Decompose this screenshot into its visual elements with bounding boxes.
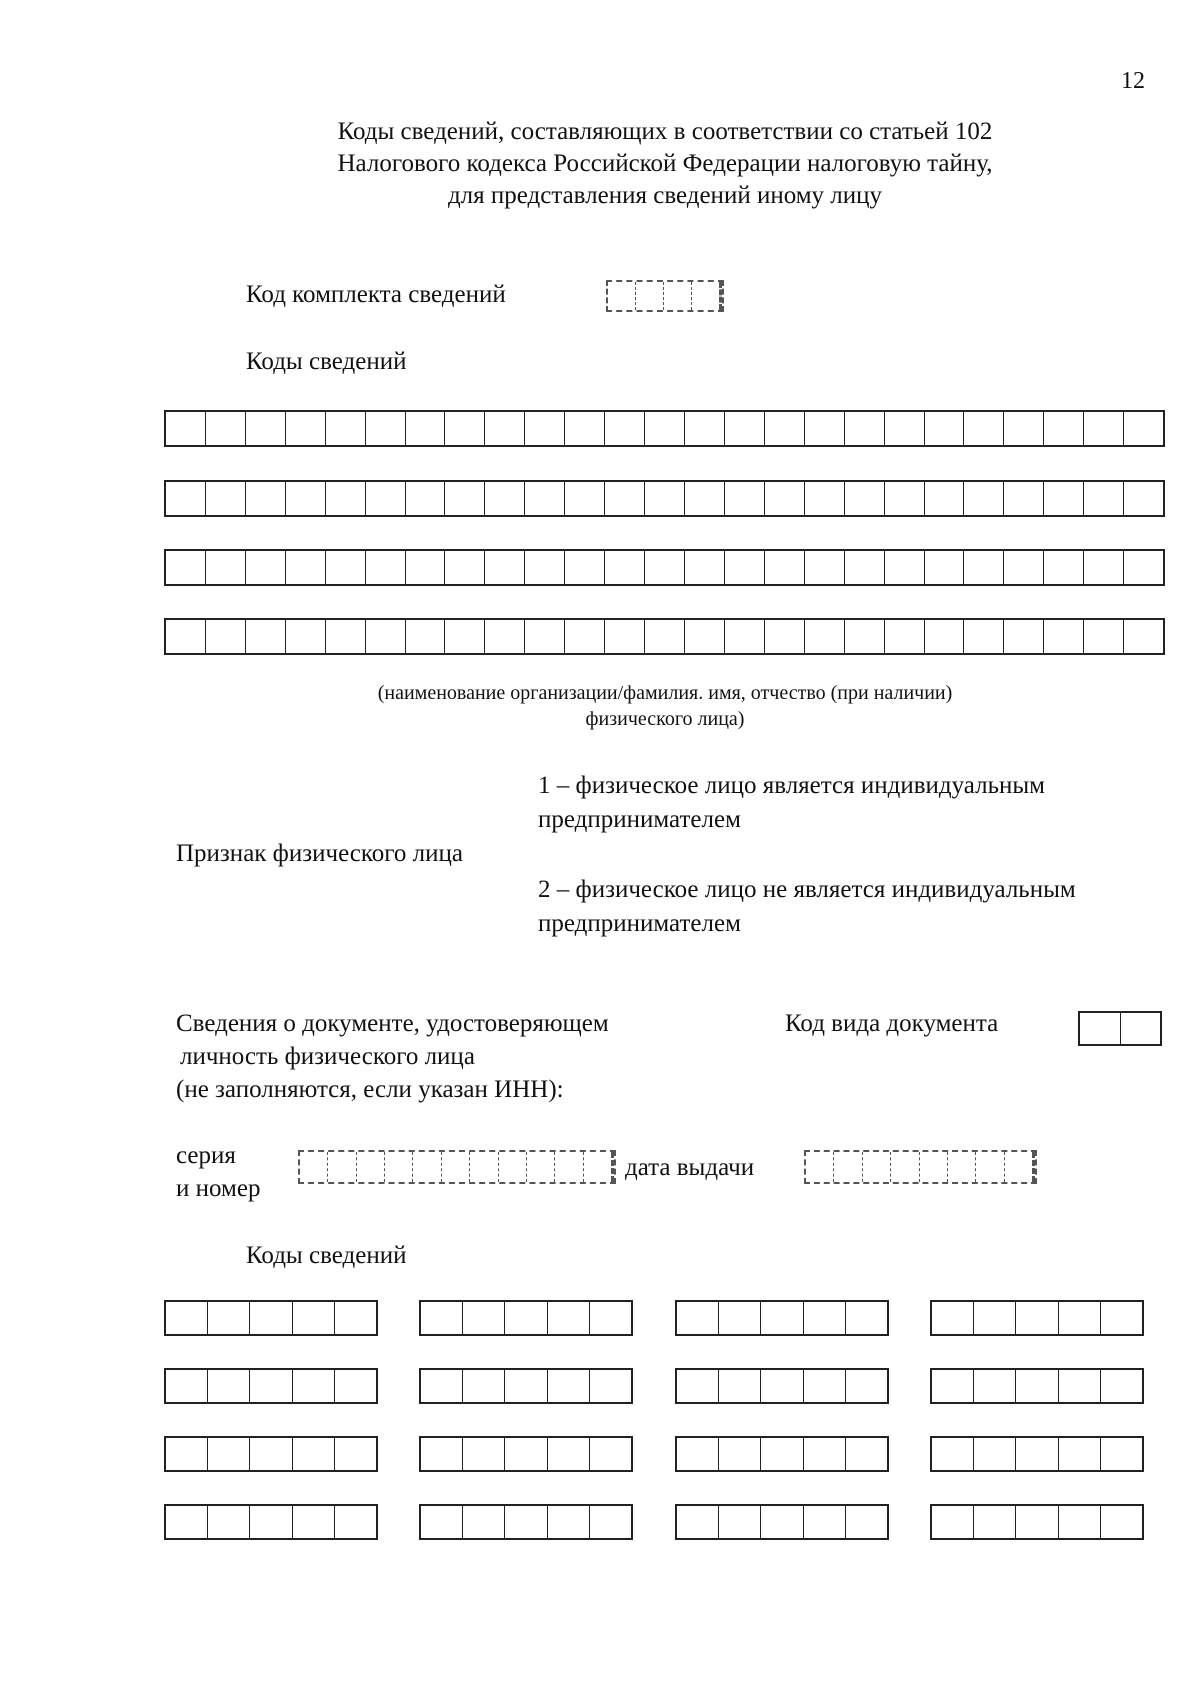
name-row-cell[interactable]: [525, 482, 565, 515]
code-field-cell[interactable]: [1016, 1438, 1058, 1470]
code-field-cell[interactable]: [505, 1302, 547, 1334]
series-number-field-cell[interactable]: [328, 1152, 356, 1182]
code-field-cell[interactable]: [974, 1302, 1016, 1334]
code-field-cell[interactable]: [421, 1438, 463, 1470]
name-row-cell[interactable]: [485, 412, 525, 445]
codes-heading-bottom: Коды сведений: [246, 1242, 407, 1269]
name-row-cell[interactable]: [1124, 482, 1163, 515]
name-row-cell[interactable]: [845, 412, 885, 445]
series-label-line-1: серия: [176, 1142, 236, 1169]
code-field-cell[interactable]: [1101, 1506, 1142, 1538]
set-code-field-cell[interactable]: [636, 282, 664, 310]
series-number-field-cell[interactable]: [300, 1152, 328, 1182]
code-field-cell[interactable]: [932, 1302, 974, 1334]
code-field-cell[interactable]: [335, 1302, 376, 1334]
code-field-cell[interactable]: [208, 1506, 250, 1538]
name-row-cell[interactable]: [166, 620, 206, 653]
code-field-cell[interactable]: [548, 1370, 590, 1402]
name-row-cell[interactable]: [925, 620, 965, 653]
title-line-3: для представления сведений иному лицу: [447, 182, 883, 209]
issue-date-label: дата выдачи: [625, 1154, 755, 1181]
name-row-cell[interactable]: [1124, 412, 1163, 445]
code-field-cell[interactable]: [421, 1302, 463, 1334]
code-field-r4-g3[interactable]: [675, 1504, 889, 1540]
issue-date-field-cell[interactable]: [920, 1152, 948, 1182]
code-field-cell[interactable]: [932, 1506, 974, 1538]
name-row-cell[interactable]: [525, 620, 565, 653]
code-field-cell[interactable]: [974, 1438, 1016, 1470]
name-row-cell[interactable]: [885, 551, 925, 584]
code-field-cell[interactable]: [719, 1302, 761, 1334]
name-row-cell[interactable]: [1084, 412, 1124, 445]
code-field-cell[interactable]: [293, 1438, 335, 1470]
title-line-2: Налогового кодекса Российской Федерации налоговую тайну,: [337, 150, 993, 177]
name-row-cell[interactable]: [845, 551, 885, 584]
name-row-cell[interactable]: [525, 551, 565, 584]
issue-date-field-cell[interactable]: [891, 1152, 919, 1182]
name-row-cell[interactable]: [1004, 620, 1044, 653]
series-number-field-cell[interactable]: [527, 1152, 555, 1182]
code-field-cell[interactable]: [1101, 1302, 1142, 1334]
code-field-r4-g2[interactable]: [419, 1504, 633, 1540]
code-field-cell[interactable]: [421, 1506, 463, 1538]
name-row-3[interactable]: [164, 549, 1165, 586]
name-row-cell[interactable]: [1004, 412, 1044, 445]
name-row-cell[interactable]: [445, 482, 485, 515]
name-row-cell[interactable]: [765, 551, 805, 584]
code-field-cell[interactable]: [421, 1370, 463, 1402]
code-field-cell[interactable]: [463, 1506, 505, 1538]
code-field-cell[interactable]: [463, 1438, 505, 1470]
name-row-cell[interactable]: [685, 620, 725, 653]
name-row-cell[interactable]: [685, 412, 725, 445]
code-field-cell[interactable]: [505, 1438, 547, 1470]
code-field-cell[interactable]: [846, 1438, 887, 1470]
code-field-r2-g3[interactable]: [675, 1368, 889, 1404]
flag-option-2-line-2: предпринимателем: [538, 910, 741, 937]
name-row-cell[interactable]: [406, 482, 446, 515]
name-row-cell[interactable]: [805, 482, 845, 515]
code-field-cell[interactable]: [505, 1506, 547, 1538]
name-row-cell[interactable]: [246, 412, 286, 445]
code-field-cell[interactable]: [208, 1438, 250, 1470]
code-field-cell[interactable]: [166, 1506, 208, 1538]
set-code-field-cell[interactable]: [664, 282, 692, 310]
code-field-cell[interactable]: [293, 1302, 335, 1334]
code-field-cell[interactable]: [335, 1438, 376, 1470]
doc-type-field[interactable]: [1078, 1011, 1162, 1046]
identity-doc-label-line-1: Сведения о документе, удостоверяющем: [176, 1010, 609, 1037]
code-field-r1-g1[interactable]: [164, 1300, 378, 1336]
name-row-cell[interactable]: [1004, 482, 1044, 515]
code-field-cell[interactable]: [548, 1506, 590, 1538]
series-number-field-cell[interactable]: [470, 1152, 498, 1182]
identity-doc-label-line-2: личность физического лица: [180, 1043, 475, 1070]
page-number: 12: [1121, 68, 1145, 94]
code-field-cell[interactable]: [761, 1370, 803, 1402]
name-row-cell[interactable]: [805, 412, 845, 445]
name-row-cell[interactable]: [605, 412, 645, 445]
name-row-cell[interactable]: [805, 620, 845, 653]
name-row-cell[interactable]: [1044, 551, 1084, 584]
doc-type-label: Код вида документа: [785, 1010, 999, 1037]
code-field-cell[interactable]: [974, 1506, 1016, 1538]
name-row-cell[interactable]: [326, 412, 366, 445]
name-row-cell[interactable]: [366, 482, 406, 515]
code-field-cell[interactable]: [1059, 1302, 1101, 1334]
issue-date-field-cell[interactable]: [806, 1152, 834, 1182]
code-field-r1-g3[interactable]: [675, 1300, 889, 1336]
doc-type-field-cell[interactable]: [1080, 1013, 1121, 1044]
issue-date-field-cell[interactable]: [834, 1152, 862, 1182]
code-field-cell[interactable]: [1016, 1506, 1058, 1538]
code-field-cell[interactable]: [846, 1506, 887, 1538]
name-row-2[interactable]: [164, 480, 1165, 517]
name-row-cell[interactable]: [166, 482, 206, 515]
code-field-cell[interactable]: [974, 1370, 1016, 1402]
name-row-cell[interactable]: [246, 551, 286, 584]
code-field-cell[interactable]: [335, 1370, 376, 1402]
name-row-cell[interactable]: [565, 620, 605, 653]
code-field-r1-g4[interactable]: [930, 1300, 1144, 1336]
flag-option-1-line-1: 1 – физическое лицо является индивидуальным: [538, 772, 1045, 799]
name-row-cell[interactable]: [925, 482, 965, 515]
name-row-cell[interactable]: [645, 412, 685, 445]
name-row-cell[interactable]: [286, 412, 326, 445]
series-label-line-2: и номер: [176, 1175, 261, 1202]
code-field-cell[interactable]: [761, 1302, 803, 1334]
code-field-cell[interactable]: [761, 1506, 803, 1538]
codes-heading-top: Коды сведений: [246, 348, 407, 375]
series-number-field-cell[interactable]: [442, 1152, 470, 1182]
name-row-cell[interactable]: [1084, 620, 1124, 653]
code-field-cell[interactable]: [1016, 1370, 1058, 1402]
name-row-cell[interactable]: [286, 482, 326, 515]
code-field-cell[interactable]: [677, 1438, 719, 1470]
name-row-cell[interactable]: [885, 482, 925, 515]
name-row-cell[interactable]: [326, 620, 366, 653]
code-field-cell[interactable]: [719, 1370, 761, 1402]
name-row-cell[interactable]: [1084, 482, 1124, 515]
name-caption-line-1: (наименование организации/фамилия. имя, отчество (при наличии): [377, 682, 953, 704]
code-field-r2-g4[interactable]: [930, 1368, 1144, 1404]
code-field-r3-g2[interactable]: [419, 1436, 633, 1472]
series-number-field-cell[interactable]: [499, 1152, 527, 1182]
code-field-cell[interactable]: [677, 1302, 719, 1334]
name-row-cell[interactable]: [964, 412, 1004, 445]
code-field-cell[interactable]: [677, 1506, 719, 1538]
name-row-cell[interactable]: [206, 482, 246, 515]
code-field-cell[interactable]: [250, 1506, 292, 1538]
set-code-label: Код комплекта сведений: [246, 281, 506, 308]
code-field-cell[interactable]: [463, 1302, 505, 1334]
issue-date-field-cell[interactable]: [1005, 1152, 1035, 1182]
name-row-cell[interactable]: [765, 482, 805, 515]
code-field-cell[interactable]: [1059, 1438, 1101, 1470]
name-row-cell[interactable]: [206, 551, 246, 584]
name-row-cell[interactable]: [206, 412, 246, 445]
code-field-cell[interactable]: [208, 1370, 250, 1402]
name-row-cell[interactable]: [885, 620, 925, 653]
name-row-cell[interactable]: [725, 482, 765, 515]
code-field-r2-g2[interactable]: [419, 1368, 633, 1404]
issue-date-field-cell[interactable]: [948, 1152, 976, 1182]
set-code-field-cell[interactable]: [608, 282, 636, 310]
name-row-cell[interactable]: [645, 620, 685, 653]
code-field-r4-g1[interactable]: [164, 1504, 378, 1540]
name-row-cell[interactable]: [845, 482, 885, 515]
name-row-cell[interactable]: [685, 551, 725, 584]
code-field-cell[interactable]: [719, 1506, 761, 1538]
code-field-cell[interactable]: [1059, 1506, 1101, 1538]
code-field-cell[interactable]: [250, 1302, 292, 1334]
name-row-cell[interactable]: [406, 412, 446, 445]
set-code-field[interactable]: [606, 280, 724, 312]
code-field-cell[interactable]: [505, 1370, 547, 1402]
name-row-cell[interactable]: [326, 482, 366, 515]
code-field-cell[interactable]: [1101, 1370, 1142, 1402]
name-row-cell[interactable]: [286, 551, 326, 584]
title-line-1: Коды сведений, составляющих в соответствии со статьей 102: [337, 118, 993, 145]
code-field-cell[interactable]: [846, 1302, 887, 1334]
code-field-cell[interactable]: [1059, 1370, 1101, 1402]
series-number-field-cell[interactable]: [584, 1152, 614, 1182]
series-number-field-cell[interactable]: [357, 1152, 385, 1182]
name-row-cell[interactable]: [565, 482, 605, 515]
name-row-cell[interactable]: [605, 620, 645, 653]
name-row-cell[interactable]: [605, 551, 645, 584]
name-row-cell[interactable]: [565, 412, 605, 445]
name-row-cell[interactable]: [326, 551, 366, 584]
identity-doc-label-line-3: (не заполняются, если указан ИНН):: [176, 1076, 564, 1103]
name-row-cell[interactable]: [366, 551, 406, 584]
name-row-cell[interactable]: [725, 412, 765, 445]
name-row-cell[interactable]: [286, 620, 326, 653]
code-field-cell[interactable]: [166, 1438, 208, 1470]
name-row-cell[interactable]: [366, 412, 406, 445]
issue-date-field-cell[interactable]: [863, 1152, 891, 1182]
name-row-cell[interactable]: [485, 620, 525, 653]
name-row-cell[interactable]: [206, 620, 246, 653]
code-field-cell[interactable]: [166, 1302, 208, 1334]
name-row-cell[interactable]: [685, 482, 725, 515]
name-row-cell[interactable]: [805, 551, 845, 584]
individual-flag-label: Признак физического лица: [176, 840, 463, 867]
name-row-1[interactable]: [164, 410, 1165, 447]
code-field-cell[interactable]: [293, 1506, 335, 1538]
name-row-cell[interactable]: [605, 482, 645, 515]
code-field-r4-g4[interactable]: [930, 1504, 1144, 1540]
name-row-cell[interactable]: [406, 551, 446, 584]
name-row-cell[interactable]: [725, 620, 765, 653]
name-row-cell[interactable]: [845, 620, 885, 653]
code-field-cell[interactable]: [293, 1370, 335, 1402]
code-field-r3-g1[interactable]: [164, 1436, 378, 1472]
issue-date-field-cell[interactable]: [976, 1152, 1004, 1182]
page-title: [0, 116, 1200, 212]
code-field-cell[interactable]: [250, 1438, 292, 1470]
name-row-cell[interactable]: [725, 551, 765, 584]
doc-type-field-cell[interactable]: [1121, 1013, 1161, 1044]
name-row-cell[interactable]: [485, 482, 525, 515]
name-row-cell[interactable]: [964, 551, 1004, 584]
series-number-field-cell[interactable]: [385, 1152, 413, 1182]
name-row-cell[interactable]: [885, 412, 925, 445]
code-field-cell[interactable]: [590, 1506, 631, 1538]
code-field-cell[interactable]: [335, 1506, 376, 1538]
code-field-cell[interactable]: [1101, 1438, 1142, 1470]
name-row-cell[interactable]: [445, 412, 485, 445]
code-field-cell[interactable]: [1016, 1302, 1058, 1334]
code-field-r3-g3[interactable]: [675, 1436, 889, 1472]
name-row-cell[interactable]: [1124, 620, 1163, 653]
code-field-cell[interactable]: [932, 1438, 974, 1470]
name-caption-line-2: физического лица): [585, 708, 745, 730]
name-row-cell[interactable]: [485, 551, 525, 584]
code-field-cell[interactable]: [590, 1302, 631, 1334]
name-row-cell[interactable]: [1004, 551, 1044, 584]
name-row-cell[interactable]: [445, 551, 485, 584]
series-number-field-cell[interactable]: [413, 1152, 441, 1182]
code-field-cell[interactable]: [932, 1370, 974, 1402]
name-row-cell[interactable]: [406, 620, 446, 653]
name-row-cell[interactable]: [1044, 412, 1084, 445]
name-row-cell[interactable]: [925, 412, 965, 445]
code-field-cell[interactable]: [677, 1370, 719, 1402]
name-row-cell[interactable]: [166, 551, 206, 584]
name-row-cell[interactable]: [246, 482, 286, 515]
code-field-r1-g2[interactable]: [419, 1300, 633, 1336]
name-row-cell[interactable]: [1124, 551, 1163, 584]
name-row-4[interactable]: [164, 618, 1165, 655]
flag-option-2-line-1: 2 – физическое лицо не является индивидуальным: [538, 876, 1076, 903]
name-row-cell[interactable]: [765, 620, 805, 653]
name-row-cell[interactable]: [1044, 620, 1084, 653]
name-row-cell[interactable]: [166, 412, 206, 445]
set-code-field-cell[interactable]: [692, 282, 722, 310]
name-row-cell[interactable]: [525, 412, 565, 445]
code-field-r2-g1[interactable]: [164, 1368, 378, 1404]
name-row-cell[interactable]: [645, 482, 685, 515]
issue-date-field[interactable]: [804, 1150, 1037, 1184]
flag-option-1-line-2: предпринимателем: [538, 806, 741, 833]
code-field-cell[interactable]: [804, 1370, 846, 1402]
code-field-cell[interactable]: [804, 1438, 846, 1470]
series-number-field[interactable]: [298, 1150, 616, 1184]
code-field-cell[interactable]: [166, 1370, 208, 1402]
code-field-cell[interactable]: [548, 1302, 590, 1334]
code-field-cell[interactable]: [590, 1370, 631, 1402]
name-row-cell[interactable]: [366, 620, 406, 653]
name-row-cell[interactable]: [565, 551, 605, 584]
code-field-cell[interactable]: [590, 1438, 631, 1470]
name-row-cell[interactable]: [1084, 551, 1124, 584]
name-row-cell[interactable]: [445, 620, 485, 653]
code-field-cell[interactable]: [463, 1370, 505, 1402]
name-row-cell[interactable]: [925, 551, 965, 584]
code-field-cell[interactable]: [761, 1438, 803, 1470]
code-field-cell[interactable]: [719, 1438, 761, 1470]
name-row-cell[interactable]: [1044, 482, 1084, 515]
name-row-cell[interactable]: [964, 620, 1004, 653]
name-row-cell[interactable]: [765, 412, 805, 445]
name-caption: [0, 680, 1200, 732]
name-row-cell[interactable]: [645, 551, 685, 584]
code-field-cell[interactable]: [208, 1302, 250, 1334]
series-number-field-cell[interactable]: [555, 1152, 583, 1182]
name-row-cell[interactable]: [964, 482, 1004, 515]
code-field-cell[interactable]: [250, 1370, 292, 1402]
code-field-r3-g4[interactable]: [930, 1436, 1144, 1472]
code-field-cell[interactable]: [804, 1302, 846, 1334]
name-row-cell[interactable]: [246, 620, 286, 653]
code-field-cell[interactable]: [804, 1506, 846, 1538]
code-field-cell[interactable]: [846, 1370, 887, 1402]
code-field-cell[interactable]: [548, 1438, 590, 1470]
